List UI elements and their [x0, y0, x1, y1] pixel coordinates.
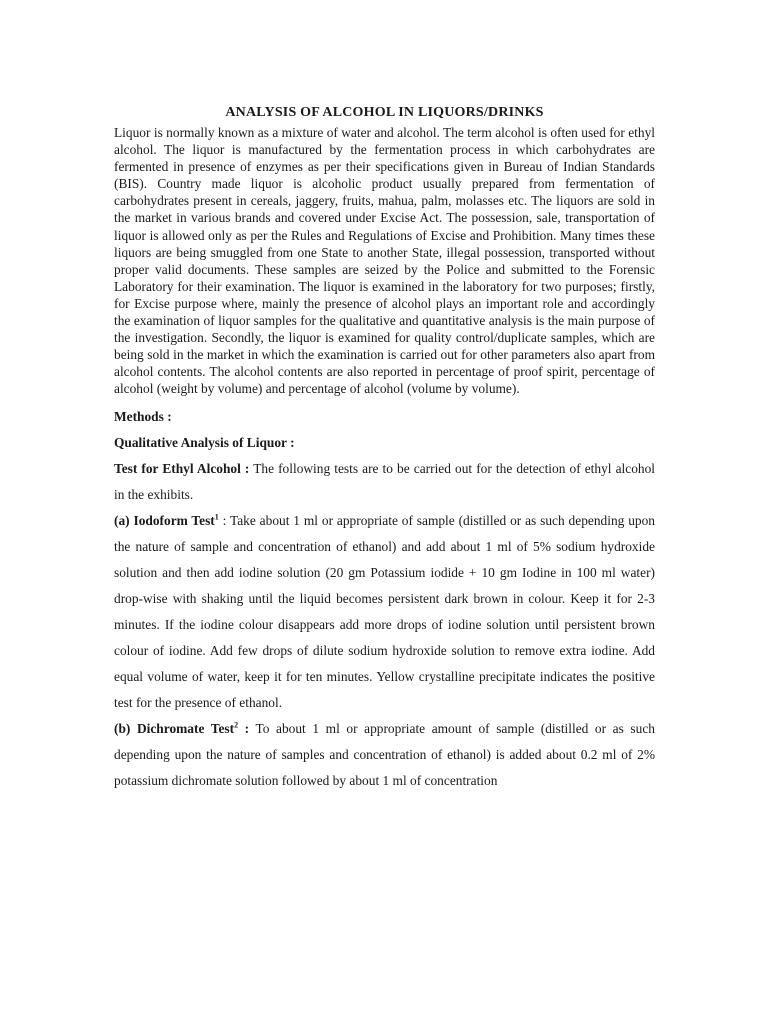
document-title: ANALYSIS OF ALCOHOL IN LIQUORS/DRINKS	[225, 105, 544, 120]
dichromate-test-text: To about 1 ml or appropriate amount of sample (distilled or as such depending upon the nature of samples and concentration of ethanol) is added about 0.2 ml of 2% potassium dichromate solution followed by about 1 ml of concentration	[114, 720, 655, 788]
dichromate-test-lead	[114, 721, 249, 736]
iodoform-test-lead	[114, 513, 219, 528]
iodoform-test-label: (a) Iodoform Test	[114, 512, 215, 528]
ethyl-alcohol-test-text: The following tests are to be carried out for the detection of ethyl alcohol in the exhibits.	[114, 460, 655, 502]
ethyl-alcohol-test-lead: Test for Ethyl Alcohol :	[114, 460, 250, 476]
iodoform-test-text: : Take about 1 ml or appropriate of sample (distilled or as such depending upon the nature of sample and concentration of ethanol) and add about 1 ml of 5% sodium hydroxide solution and then add iodine solution (20 gm Potassium iodide + 10 gm Iodine in 100 ml water) drop-wise with shaking until the liquid becomes persistent dark brown in colour. Keep it for 2-3 minutes. If the iodine colour disappears add more drops of iodine solution until persistent brown colour of iodine. Add few drops of dilute sodium hydroxide solution to remove extra iodine. Add equal volume of water, keep it for ten minutes. Yellow crystalline precipitate indicates the positive test for the presence of ethanol.	[114, 512, 655, 710]
intro-paragraph: Liquor is normally known as a mixture of water and alcohol. The term alcohol is often used for ethyl alcohol. The liquor is manufactured by the fermentation process in which carbohydrates are fermented in presence of enzymes as per their specifications given in Bureau of Indian Standards (BIS). Country made liquor is alcoholic product usually prepared from fermentation of carbohydrates present in cereals, jaggery, fruits, mahua, palm, molasses etc. The liquors are sold in the market in various brands and covered under Excise Act. The possession, sale, transportation of liquor is allowed only as per the Rules and Regulations of Excise and Prohibition. Many times these liquors are being smuggled from one State to another State, illegal possession, transported without proper valid documents. These samples are seized by the Police and submitted to the Forensic Laboratory for their examination. The liquor is examined in the laboratory for two purposes; firstly, for Excise purpose where, mainly the presence of alcohol plays an important role and accordingly the examination of liquor samples for the qualitative and quantitative analysis is the main purpose of the investigation. Secondly, the liquor is examined for quality control/duplicate samples, which are being sold in the market in which the examination is carried out for other parameters also apart from alcohol contents. The alcohol contents are also reported in percentage of proof spirit, percentage of alcohol (weight by volume) and percentage of alcohol (volume by volume).	[114, 125, 655, 397]
dichromate-test-paragraph	[114, 716, 655, 794]
ethyl-alcohol-test-paragraph	[114, 456, 655, 508]
iodoform-test-footnote-ref: 1	[214, 512, 219, 522]
dichromate-test-footnote-ref: 2	[234, 720, 239, 730]
qualitative-analysis-heading: Qualitative Analysis of Liquor :	[114, 434, 295, 450]
document-page	[114, 104, 655, 794]
iodoform-test-paragraph	[114, 508, 655, 716]
methods-heading: Methods :	[114, 408, 172, 424]
dichromate-test-label-suffix: :	[238, 720, 250, 736]
dichromate-test-label: (b) Dichromate Test	[114, 720, 235, 736]
